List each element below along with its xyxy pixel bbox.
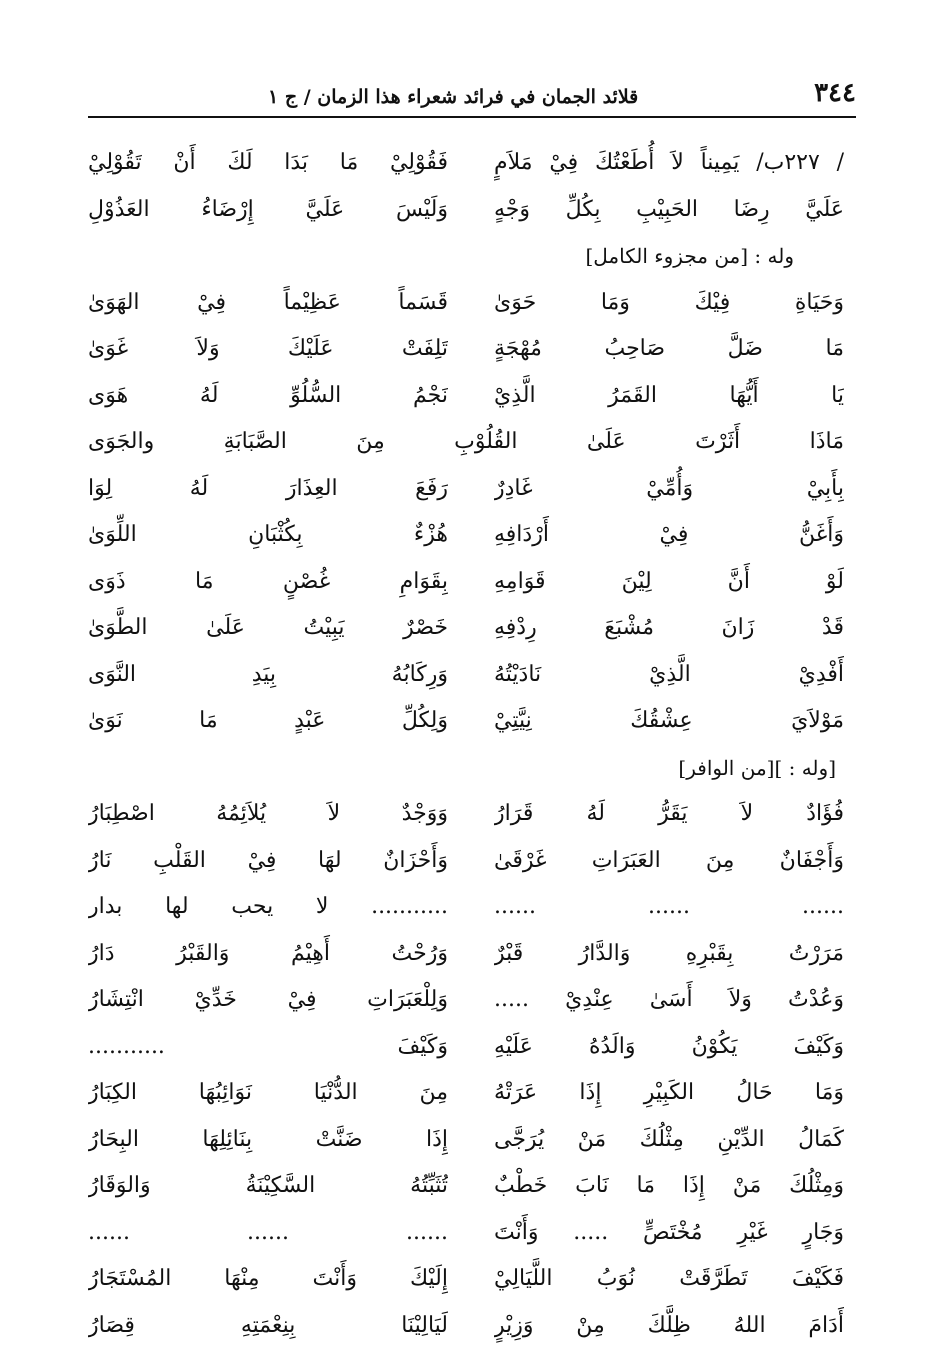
verse-line [88, 1210, 844, 1257]
verse-first-hemistich: وَمِثْلُكَ مَنْ إِذَا مَا نَابَ خَطْبٌ [494, 1173, 844, 1198]
verse-first-hemistich: عَلَيَّ رِضَا الحَبِيْبِ بِكُلِّ وَجْهٍ [494, 196, 844, 222]
page-number: ٣٤٤ [814, 78, 856, 108]
verse-second-hemistich: تَلِفَتْ عَلَيْكَ وَلاَ غَوَىٰ [88, 336, 448, 361]
verse-line-full [88, 419, 844, 466]
verse-line [88, 466, 844, 513]
poem-body [88, 140, 844, 1349]
verse-first-hemistich: وَعُدْتُ وَلاَ أَسَىٰ عِنْدِيْ ..... [494, 987, 844, 1012]
verse-second-hemistich: قَسَماً عَظِيْماً فِيْ الهَوَىٰ [88, 289, 448, 315]
verse-first-hemistich: ...... ...... ...... [494, 894, 844, 919]
verse-second-hemistich: وَأَحْزَانٌ لهَا فِيْ القَلْبِ نَارُ [88, 847, 448, 873]
verse-first-hemistich: أَدَامَ اللهُ ظِلَّكَ مِنْ وَزِيْرٍ [494, 1312, 844, 1338]
verse-second-hemistich: وَلَيْسَ عَلَيَّ إِرْضَاءُ العَذُوْلِ [88, 196, 448, 222]
verse-first-hemistich: كَمَالُ الدِّيْنِ مِثْلُكَ مَنْ يُرَجَّى [494, 1126, 844, 1152]
verse-first-hemistich: وَجَارٍ غَيْرِ مُخْتَصٍّ ..... وَأَنْتَ [494, 1219, 844, 1245]
verse-line [88, 559, 844, 606]
verse-second-hemistich: هُزْءٌ بِكُثْبَانِ اللِّوَىٰ [88, 522, 448, 547]
verse-second-hemistich: فَقُوْلِيْ مَا بَدَا لَكَ أَنْ تَقُوْلِيْ [88, 150, 448, 175]
verse-second-hemistich: ........... لا يحب لها بدار [88, 894, 448, 919]
verse-second-hemistich: وَرِكَابُهُ بِيَدِ النَّوَى [88, 661, 448, 687]
verse-line [88, 1163, 844, 1210]
verse-first-hemistich: وَكَيْفَ يَكُوْنُ وَالَدُهُ عَلَيْهِ [494, 1033, 844, 1059]
verse-second-hemistich: وَلِكُلِّ عَبْدٍ مَا نَوَىٰ [88, 708, 448, 733]
verse-second-hemistich: وَلِلْعَبَرَاتِ فِيْ خَدِّيْ انْتِشَارُ [88, 987, 448, 1012]
verse-line [88, 1303, 844, 1350]
verse-line [88, 373, 844, 420]
verse-second-hemistich: وَوَجْدٌ لاَ يُلاَئِمُهُ اصْطِبَارُ [88, 801, 448, 826]
verse-line [88, 187, 844, 234]
page-header [88, 72, 856, 118]
verse-first-hemistich: بِأَبِيْ وَأُمِّيْ غَادِرٌ [494, 475, 844, 501]
verse-line [88, 698, 844, 745]
verse-line [88, 512, 844, 559]
verse-first-hemistich: مَا ضَلَّ صَاحِبُ مُهْجَةٍ [494, 336, 844, 361]
verse-line [88, 140, 844, 187]
verse-line [88, 1117, 844, 1164]
verse-line [88, 1024, 844, 1071]
verse-first-hemistich: لَوْ أَنَّ لِيْنَ قَوَامِهِ [494, 568, 844, 594]
verse-first-hemistich: فُؤَادٌ لاَ يَقَرُّ لَهُ قَرَارُ [494, 801, 844, 826]
verse-first-hemistich: وَحَيَاةِ فِيْكَ وَمَا حَوَىٰ [494, 289, 844, 315]
verse-first-hemistich: مَرَرْتُ بِقَبْرِهِ وَالدَّارُ قَبْرٌ [494, 940, 844, 966]
verse-line [88, 791, 844, 838]
verse-second-hemistich: إِلَيْكَ وَأَنْتَ مِنْهَا المُسْتَجَارُ [88, 1266, 448, 1291]
verse-line [88, 977, 844, 1024]
verse-line [88, 884, 844, 931]
verse-line [88, 326, 844, 373]
running-title: قلائد الجمان في فرائد شعراء هذا الزمان / ج ١ [268, 86, 639, 108]
verse-first-hemistich: فَكَيْفَ تَطَرَّقَتْ نُوَبُ اللَّيَالِيْ [494, 1266, 844, 1291]
verse-second-hemistich: خَصْرٌ يَبِيْتُ عَلَىٰ الطَّوَىٰ [88, 615, 448, 640]
verse-second-hemistich: ...... ...... ...... [88, 1219, 448, 1245]
verse-line [88, 931, 844, 978]
verse-second-hemistich: نَجْمُ السُّلُوِّ لَهُ هَوَى [88, 382, 448, 408]
verse-line [88, 1070, 844, 1117]
verse-second-hemistich: تُثَبِّتُهُ السَّكِيْنَةُ وَالوَقَارُ [88, 1173, 448, 1198]
verse-first-hemistich: قَدْ زَانَ مُشْبَعَ رِدْفِهِ [494, 615, 844, 640]
verse-first-hemistich: يَا أَيُّهَا القَمَرُ الَّذِيْ [494, 382, 844, 408]
verse-line [88, 1256, 844, 1303]
verse-second-hemistich: إِذَا ضَنَّتْ بِنَائِلِهَا البِحَارُ [88, 1126, 448, 1152]
verse-first-hemistich: وَمَا حَالُ الكَبِيْرِ إِذَا عَرَتْهُ [494, 1080, 844, 1105]
section-heading-kamil: وله : [من مجزوء الكامل] [585, 244, 794, 268]
verse-second-hemistich: بِقَوَامِ غُصْنٍ مَا ذَوَى [88, 568, 448, 594]
verse-line [88, 838, 844, 885]
verse-line [88, 652, 844, 699]
verse-first-hemistich: أَفْدِيْ الَّذِيْ نَادَيْتُهُ [494, 661, 844, 687]
verse-first-hemistich: وَأَجْفَانٌ مِنَ العَبَرَاتِ غَرْقَىٰ [494, 847, 844, 873]
verse-second-hemistich: وَكَيْفَ ........... [88, 1033, 448, 1059]
section-heading-wafir: [وله : ][من الوافر] [678, 755, 836, 780]
verse-first-hemistich: مَوْلاَيَ عِشْقُكَ نِيَّتِيْ [494, 708, 844, 733]
verse-first-hemistich: وَأَغَنُّ فِيْ أَرْدَافِهِ [494, 522, 844, 547]
verse-line [88, 280, 844, 327]
verse-line [88, 605, 844, 652]
verse-second-hemistich: مِنَ الدُّنْيَا نَوَائِبُهَا الكِبَارُ [88, 1080, 448, 1105]
verse-second-hemistich: رَفَعَ العِذَارَ لَهُ لِوَا [88, 475, 448, 501]
verse-second-hemistich: لَيَالِيْنَا بِنِعْمَتِهِ قِصَارُ [88, 1312, 448, 1338]
verse-full-line: مَاذَا أَثَرْتَ عَلَىٰ القُلُوْبِ مِنَ الصَّبَابَةِ والجَوَى [88, 429, 844, 454]
verse-second-hemistich: وَرُحْتُ أَهِيْمُ وَالقَبْرُ دَارُ [88, 940, 448, 966]
verse-first-hemistich: / ٢٢٧ب/ يَمِيناً لاَ أُطَعْتُكَ فِيْ مَلاَمٍ [494, 150, 844, 175]
